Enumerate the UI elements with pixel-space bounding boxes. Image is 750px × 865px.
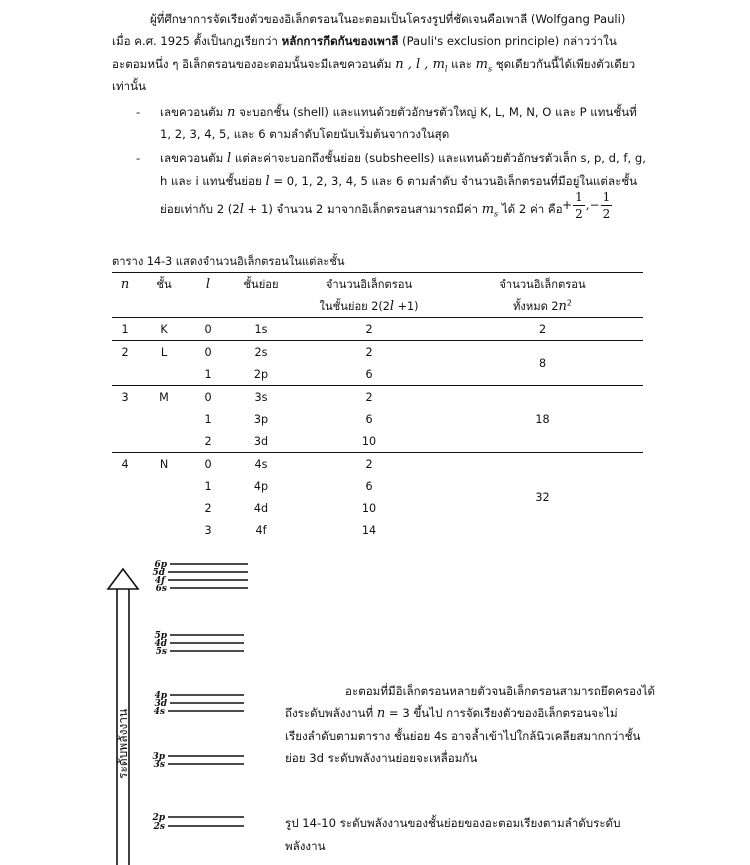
header-count-total-a: ทั้งหมด 2 <box>513 300 559 313</box>
cell-n: 2 <box>121 345 129 359</box>
cell-shell <box>138 475 190 497</box>
minus-sign: − <box>589 198 600 212</box>
cell-n <box>112 475 138 497</box>
cell-n <box>112 519 138 541</box>
fraction-plus-half <box>573 189 585 222</box>
ml-sub: l <box>444 64 448 74</box>
cell-count: 2 <box>296 318 442 341</box>
caption-line-2: พลังงาน <box>285 839 326 853</box>
header-count-sub-line2 <box>296 295 442 318</box>
bullet-1-var-n: n <box>227 105 236 120</box>
header-count-sub-a: ในชั้นย่อย 2(2 <box>319 300 390 313</box>
cell-l: 0 <box>204 390 212 404</box>
bullet-2-l3-a: ย่อยเท่ากับ 2 (2 <box>160 202 240 216</box>
bullet-1-b: จะบอกชั้น (shell) และแทนด้วยตัวอักษรตัวใหญ่ K, L, M, N, O และ P แทนชั้นที่ <box>235 105 637 119</box>
side-line-2-a: ถึงระดับพลังงานที่ <box>285 706 377 720</box>
bullet-2-l2-var: l <box>265 174 270 189</box>
header-blank <box>226 295 296 318</box>
side-line-1: อะตอมที่มีอิเล็กตรอนหลายตัวจนอิเล็กตรอนสามารถยึดครองได้ <box>345 684 656 698</box>
cell-l: 2 <box>190 430 226 453</box>
bullet-2-b: แต่ละค่าจะบอกถึงชั้นย่อย (subsheells) และแทนด้วยตัวอักษรตัวเล็ก s, p, d, f, g, <box>231 151 646 165</box>
bullet-2-l2-a: h และ i แทนชั้นย่อย <box>160 174 266 188</box>
header-count-total-line2 <box>442 295 643 318</box>
cell-l: 3 <box>204 523 212 537</box>
ms-var: m <box>475 57 488 72</box>
cell-shell: M <box>159 390 169 404</box>
header-count-total-sup: 2 <box>566 298 572 308</box>
cell-shell: N <box>159 457 169 471</box>
fraction-separator: , <box>585 198 590 212</box>
pauli-principle-thai: หลักการกีดกันของเพาลี <box>281 34 399 48</box>
cell-count: 6 <box>365 412 373 426</box>
cell-shell: K <box>138 318 190 341</box>
header-n: n <box>112 273 138 296</box>
cell-n: 1 <box>112 318 138 341</box>
cell-n <box>112 363 138 386</box>
table-caption: ตาราง 14-3 แสดงจำนวนอิเล็กตรอนในแต่ละชั้น <box>112 255 345 268</box>
plus-sign: + <box>562 198 573 212</box>
cell-subshell: 3p <box>253 412 269 426</box>
intro-line-3-a: อะตอมหนึ่ง ๆ อิเล็กตรอนของอะตอมนั้นจะมีเลขควอนตัม <box>112 57 396 71</box>
cell-count: 14 <box>361 523 377 537</box>
header-l: l <box>190 273 226 296</box>
energy-level-label: 3d <box>154 699 167 709</box>
cell-subshell: 4p <box>253 479 269 493</box>
cell-n <box>112 430 138 453</box>
intro-line-3 <box>112 53 635 80</box>
fraction-denominator: 2 <box>602 207 611 221</box>
intro-line-3-c: ชุดเดียวกันนี้ได้เพียงตัวเดียว <box>492 57 636 71</box>
cell-l: 1 <box>190 363 226 386</box>
intro-line-1: ผู้ที่ศึกษาการจัดเรียงตัวของอิเล็กตรอนในอะตอมเป็นโครงรูปที่ชัดเจนคือเพาลี (Wolfgang Pauli) <box>150 12 626 26</box>
bullet-dash-1: - <box>136 105 141 119</box>
cell-count: 10 <box>296 430 442 453</box>
cell-l: 0 <box>204 345 212 359</box>
cell-l: 1 <box>204 412 212 426</box>
bullet-2-l3-c: ได้ 2 ค่า คือ <box>498 202 563 216</box>
cell-subshell: 4s <box>254 457 268 471</box>
energy-level-diagram <box>100 547 260 865</box>
header-count-total: จำนวนอิเล็กตรอน <box>442 273 643 296</box>
bullet-2-l2-b: = 0, 1, 2, 3, 4, 5 และ 6 ตามลำดับ จำนวนอิเล็กตรอนที่มีอยู่ในแต่ละชั้น <box>269 174 638 188</box>
cell-shell <box>138 363 190 386</box>
header-count-sub-b: +1) <box>394 300 419 313</box>
energy-level-label: 2p <box>152 813 165 823</box>
table-row <box>112 318 643 341</box>
quantum-vars: n , l , m <box>395 57 445 72</box>
table-row <box>112 386 643 409</box>
intro-line-2-b: (Pauli's exclusion principle) กล่าวว่าใน <box>398 34 617 48</box>
fraction-numerator: 1 <box>575 190 583 204</box>
spin-values <box>562 189 613 222</box>
cell-count: 2 <box>365 390 373 404</box>
intro-line-3-b: และ <box>447 57 476 71</box>
energy-level-label: 5s <box>155 647 167 657</box>
cell-shell: L <box>160 345 168 359</box>
energy-level-label: 4f <box>154 576 165 586</box>
side-line-2-var: n <box>376 706 386 721</box>
cell-total: 18 <box>442 386 643 453</box>
intro-line-4: เท่านั้น <box>112 79 146 93</box>
bullet-2-line-1 <box>160 147 646 170</box>
cell-subshell: 3d <box>226 430 296 453</box>
bullet-1-a: เลขควอนตัม <box>160 105 228 119</box>
fraction-numerator: 1 <box>602 190 611 204</box>
cell-total: 32 <box>535 490 550 504</box>
energy-level-label: 4p <box>154 691 167 701</box>
table-row <box>112 341 643 364</box>
bullet-2-line-3 <box>160 198 563 225</box>
side-line-4: ย่อย 3d ระดับพลังงานย่อยจะเหลื่อมกัน <box>285 751 478 765</box>
header-count-total-var: n <box>558 299 567 314</box>
energy-level-label: 3p <box>152 752 165 762</box>
side-line-3: เรียงลำดับตามตาราง ชั้นย่อย 4s อาจล้ำเข้าไปใกล้นิวเคลียสมากกว่าชั้น <box>285 729 641 743</box>
fraction-minus-half <box>601 189 613 222</box>
bullet-1-line-2: 1, 2, 3, 4, 5, และ 6 ตามลำดับโดยนับเริ่มต้นจากวงในสุด <box>160 127 450 141</box>
cell-shell <box>138 519 190 541</box>
cell-subshell: 2p <box>226 363 296 386</box>
cell-total: 8 <box>442 341 643 386</box>
cell-n <box>112 497 138 519</box>
bullet-2-l3-ms-sub: s <box>494 209 499 219</box>
intro-line-2-a: เมื่อ ค.ศ. 1925 ตั้งเป็นกฎเรียกว่า <box>112 34 282 48</box>
header-subshell: ชั้นย่อย <box>226 273 296 296</box>
bullet-2-l3-ms: m <box>481 202 495 217</box>
energy-level-label: 3s <box>153 760 165 770</box>
cell-n: 4 <box>121 457 129 471</box>
header-blank <box>112 295 138 318</box>
header-count-sub: จำนวนอิเล็กตรอน <box>296 273 442 296</box>
energy-level-label: 5d <box>152 568 165 578</box>
cell-subshell: 4f <box>255 523 267 537</box>
energy-level-label: 4s <box>153 707 165 717</box>
cell-shell <box>138 430 190 453</box>
cell-subshell: 4d <box>253 501 269 515</box>
axis-label: ระดับพลังงาน <box>116 708 130 779</box>
header-count-sub-var: l <box>389 299 395 314</box>
energy-level-label: 5p <box>154 631 167 641</box>
intro-line-2 <box>112 30 617 52</box>
energy-level-label: 6s <box>155 584 167 594</box>
header-blank <box>138 295 190 318</box>
cell-subshell: 1s <box>226 318 296 341</box>
cell-total: 2 <box>442 318 643 341</box>
bullet-2-var-l: l <box>227 151 232 166</box>
cell-shell <box>138 408 190 430</box>
bullet-1-line-1 <box>160 101 637 124</box>
energy-level-label: 2s <box>153 822 165 832</box>
table-row <box>112 453 643 476</box>
bullet-dash-2: - <box>136 151 141 165</box>
cell-l: 1 <box>204 479 212 493</box>
energy-levels <box>151 560 248 832</box>
fraction-denominator: 2 <box>575 207 583 221</box>
cell-n: 3 <box>121 390 129 404</box>
header-shell: ชั้น <box>138 273 190 296</box>
cell-count: 6 <box>365 479 373 493</box>
side-line-2 <box>285 702 618 725</box>
cell-count: 10 <box>361 501 377 515</box>
header-blank <box>190 295 226 318</box>
bullet-2-a: เลขควอนตัม <box>160 151 228 165</box>
bullet-2-l3-var: l <box>239 202 244 217</box>
cell-l: 0 <box>204 457 212 471</box>
cell-count: 6 <box>296 363 442 386</box>
cell-l: 2 <box>204 501 212 515</box>
cell-subshell: 2s <box>254 345 268 359</box>
electron-table <box>112 272 643 541</box>
cell-n <box>112 408 138 430</box>
cell-subshell: 3s <box>254 390 268 404</box>
caption-line-1: รูป 14-10 ระดับพลังงานของชั้นย่อยของอะตอมเรียงตามลำดับระดับ <box>285 816 621 830</box>
arrow-head-icon <box>108 569 138 589</box>
energy-level-label: 6p <box>154 560 167 570</box>
cell-count: 2 <box>365 457 373 471</box>
cell-shell <box>138 497 190 519</box>
ms-sub: s <box>487 64 493 74</box>
side-line-2-b: = 3 ขึ้นไป การจัดเรียงตัวของอิเล็กตรอนจะไม่ <box>385 706 618 720</box>
cell-l: 0 <box>190 318 226 341</box>
cell-count: 2 <box>365 345 373 359</box>
energy-level-label: 4d <box>154 639 167 649</box>
bullet-2-l3-b: + 1) จำนวน 2 มาจากอิเล็กตรอนสามารถมีค่า <box>243 202 482 216</box>
